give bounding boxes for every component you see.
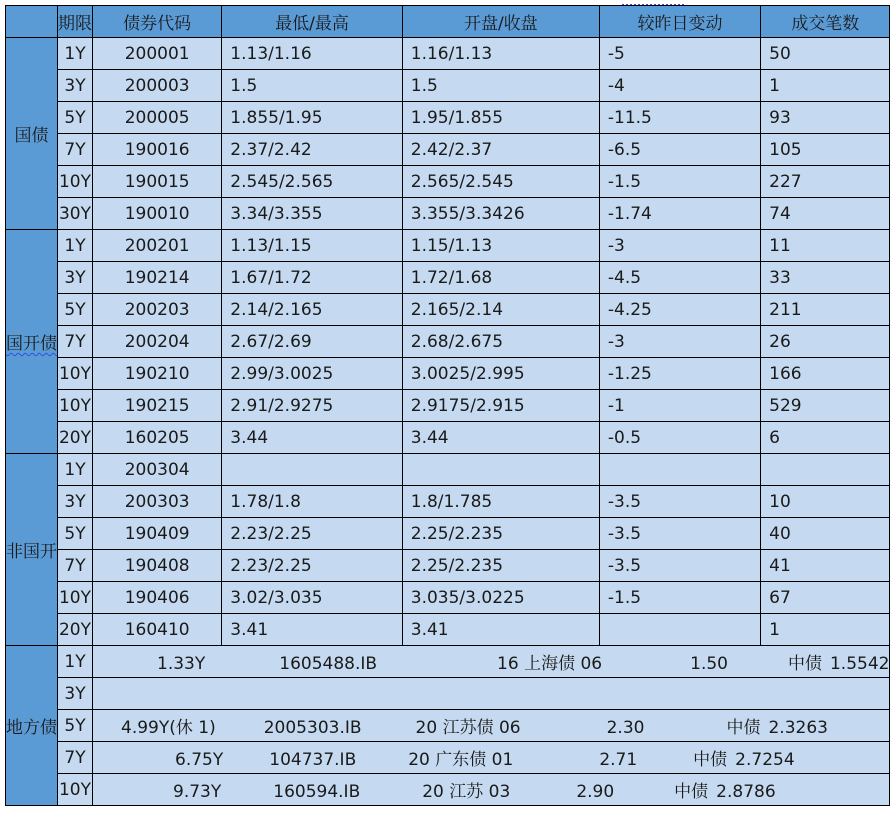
term-cell: 7Y xyxy=(58,134,93,166)
table-row xyxy=(6,38,890,70)
table-row xyxy=(6,390,890,422)
trades-cell: 26 xyxy=(761,326,890,358)
openclose-cell: 2.165/2.14 xyxy=(402,294,599,326)
code-cell: 190214 xyxy=(93,262,222,294)
change-cell xyxy=(599,454,760,486)
change-cell: -4.5 xyxy=(599,262,760,294)
openclose-cell: 2.25/2.235 xyxy=(402,550,599,582)
lowhigh-cell: 3.41 xyxy=(222,614,402,646)
trades-cell: 211 xyxy=(761,294,890,326)
term-cell: 3Y xyxy=(58,70,93,102)
local-bond-maturity: 4.99Y(休 1) xyxy=(121,718,216,738)
header-cell-code: 债券代码 xyxy=(93,6,222,38)
term-cell: 5Y xyxy=(58,710,93,742)
trades-cell: 105 xyxy=(761,134,890,166)
openclose-cell xyxy=(402,454,599,486)
trades-cell: 67 xyxy=(761,582,890,614)
change-cell: -6.5 xyxy=(599,134,760,166)
term-cell: 3Y xyxy=(58,678,93,710)
lowhigh-cell: 1.78/1.8 xyxy=(222,486,402,518)
code-cell: 200001 xyxy=(93,38,222,70)
openclose-cell: 3.41 xyxy=(402,614,599,646)
code-cell: 190406 xyxy=(93,582,222,614)
lowhigh-cell: 1.13/1.16 xyxy=(222,38,402,70)
change-cell: -3 xyxy=(599,326,760,358)
term-cell: 30Y xyxy=(58,198,93,230)
term-cell: 10Y xyxy=(58,390,93,422)
code-cell: 190010 xyxy=(93,198,222,230)
local-bond-valuation-source: 中债 xyxy=(787,654,822,674)
term-cell: 10Y xyxy=(58,582,93,614)
lowhigh-cell xyxy=(222,454,402,486)
term-cell: 7Y xyxy=(58,326,93,358)
lowhigh-cell: 1.5 xyxy=(222,70,402,102)
trades-cell xyxy=(761,454,890,486)
table-row xyxy=(6,134,890,166)
change-cell: -4 xyxy=(599,70,760,102)
code-cell: 200203 xyxy=(93,294,222,326)
header-cell-trades: 成交笔数 xyxy=(761,6,890,38)
term-cell: 20Y xyxy=(58,614,93,646)
term-cell: 1Y xyxy=(58,454,93,486)
header-cell-open-close: 开盘/收盘 xyxy=(402,6,599,38)
code-cell: 200005 xyxy=(93,102,222,134)
local-bond-merged-cell xyxy=(93,774,890,806)
change-cell: -3.5 xyxy=(599,486,760,518)
table-row xyxy=(6,358,890,390)
openclose-cell: 1.16/1.13 xyxy=(402,38,599,70)
local-bond-bond-name: 16 上海债 06 xyxy=(497,654,603,674)
trades-cell: 529 xyxy=(761,390,890,422)
category-cell xyxy=(6,646,58,806)
code-cell: 200003 xyxy=(93,70,222,102)
trades-cell: 93 xyxy=(761,102,890,134)
local-bond-valuation-source: 中债 xyxy=(726,718,761,738)
openclose-cell: 3.035/3.0225 xyxy=(402,582,599,614)
term-cell: 10Y xyxy=(58,774,93,806)
local-bond-valuation-yield: 2.7254 xyxy=(735,750,795,770)
lowhigh-cell: 2.545/2.565 xyxy=(222,166,402,198)
trades-cell: 227 xyxy=(761,166,890,198)
change-cell xyxy=(599,614,760,646)
table-row xyxy=(6,742,890,774)
table-row xyxy=(6,230,890,262)
lowhigh-cell: 2.23/2.25 xyxy=(222,518,402,550)
code-cell: 190210 xyxy=(93,358,222,390)
table-row xyxy=(6,262,890,294)
openclose-cell: 2.25/2.235 xyxy=(402,518,599,550)
term-cell: 7Y xyxy=(58,742,93,774)
category-label: 地方债 xyxy=(6,718,57,738)
table-row xyxy=(6,550,890,582)
category-cell xyxy=(6,38,58,230)
openclose-cell: 1.15/1.13 xyxy=(402,230,599,262)
local-bond-valuation-yield: 2.3263 xyxy=(768,718,828,738)
bond-yield-table xyxy=(5,5,890,806)
change-cell: -1.5 xyxy=(599,582,760,614)
openclose-cell: 2.9175/2.915 xyxy=(402,390,599,422)
openclose-cell: 2.42/2.37 xyxy=(402,134,599,166)
local-bond-bond-code: 160594.IB xyxy=(273,782,361,802)
header-cell-term: 期限 xyxy=(58,6,93,38)
table-row xyxy=(6,454,890,486)
term-cell: 5Y xyxy=(58,102,93,134)
local-bond-maturity: 6.75Y xyxy=(175,750,224,770)
term-cell: 7Y xyxy=(58,550,93,582)
trades-cell: 11 xyxy=(761,230,890,262)
change-cell: -1 xyxy=(599,390,760,422)
change-cell: -1.5 xyxy=(599,166,760,198)
lowhigh-cell: 1.13/1.15 xyxy=(222,230,402,262)
term-cell: 20Y xyxy=(58,422,93,454)
header-cell-change: 较昨日变动 xyxy=(599,6,760,38)
change-cell: -1.25 xyxy=(599,358,760,390)
local-bond-maturity: 9.73Y xyxy=(173,782,222,802)
lowhigh-cell: 2.99/3.0025 xyxy=(222,358,402,390)
term-cell: 3Y xyxy=(58,486,93,518)
lowhigh-cell: 2.14/2.165 xyxy=(222,294,402,326)
term-cell: 10Y xyxy=(58,166,93,198)
trades-cell: 50 xyxy=(761,38,890,70)
table-row xyxy=(6,198,890,230)
term-cell: 1Y xyxy=(58,38,93,70)
category-label: 非国开 xyxy=(6,542,57,562)
term-cell: 1Y xyxy=(58,646,93,678)
openclose-cell: 3.0025/2.995 xyxy=(402,358,599,390)
local-bond-coupon: 2.90 xyxy=(576,782,615,802)
local-bond-valuation-yield: 2.8786 xyxy=(716,782,776,802)
change-cell: -3.5 xyxy=(599,518,760,550)
local-bond-bond-code: 1605488.IB xyxy=(279,654,378,674)
trades-cell: 1 xyxy=(761,70,890,102)
code-cell: 160205 xyxy=(93,422,222,454)
openclose-cell: 1.72/1.68 xyxy=(402,262,599,294)
trades-cell: 166 xyxy=(761,358,890,390)
local-bond-bond-name: 20 江苏债 06 xyxy=(415,718,521,738)
local-bond-merged-cell xyxy=(93,678,890,710)
table-row xyxy=(6,582,890,614)
code-cell: 200304 xyxy=(93,454,222,486)
change-cell: -1.74 xyxy=(599,198,760,230)
table-row xyxy=(6,774,890,806)
openclose-cell: 3.44 xyxy=(402,422,599,454)
lowhigh-cell: 3.44 xyxy=(222,422,402,454)
term-cell: 1Y xyxy=(58,230,93,262)
change-cell: -5 xyxy=(599,38,760,70)
local-bond-maturity: 1.33Y xyxy=(157,654,206,674)
local-bond-coupon: 2.71 xyxy=(599,750,638,770)
code-cell: 160410 xyxy=(93,614,222,646)
term-cell: 3Y xyxy=(58,262,93,294)
local-bond-valuation-source: 中债 xyxy=(693,750,728,770)
header-cell-empty xyxy=(6,6,58,38)
local-bond-merged-cell xyxy=(93,742,890,774)
change-cell: -3 xyxy=(599,230,760,262)
header-row xyxy=(6,6,890,38)
openclose-cell: 1.5 xyxy=(402,70,599,102)
category-cell xyxy=(6,230,58,454)
local-bond-bond-name: 20 广东债 01 xyxy=(408,750,514,770)
header-cell-low-high: 最低/最高 xyxy=(222,6,402,38)
table-row xyxy=(6,422,890,454)
table-row xyxy=(6,70,890,102)
lowhigh-cell: 1.855/1.95 xyxy=(222,102,402,134)
table-row xyxy=(6,102,890,134)
code-cell: 190409 xyxy=(93,518,222,550)
code-cell: 190215 xyxy=(93,390,222,422)
openclose-cell: 2.68/2.675 xyxy=(402,326,599,358)
local-bond-merged-cell xyxy=(93,710,890,742)
openclose-cell: 3.355/3.3426 xyxy=(402,198,599,230)
local-bond-coupon: 2.30 xyxy=(606,718,645,738)
table-row xyxy=(6,710,890,742)
category-cell xyxy=(6,454,58,646)
lowhigh-cell: 2.37/2.42 xyxy=(222,134,402,166)
code-cell: 200204 xyxy=(93,326,222,358)
category-label: 国债 xyxy=(14,126,49,146)
trades-cell: 33 xyxy=(761,262,890,294)
term-cell: 10Y xyxy=(58,358,93,390)
change-cell: -11.5 xyxy=(599,102,760,134)
lowhigh-cell: 3.02/3.035 xyxy=(222,582,402,614)
table-row xyxy=(6,166,890,198)
lowhigh-cell: 3.34/3.355 xyxy=(222,198,402,230)
change-cell: -3.5 xyxy=(599,550,760,582)
openclose-cell: 1.8/1.785 xyxy=(402,486,599,518)
lowhigh-cell: 2.67/2.69 xyxy=(222,326,402,358)
term-cell: 5Y xyxy=(58,294,93,326)
trades-cell: 40 xyxy=(761,518,890,550)
table-row xyxy=(6,486,890,518)
table-row xyxy=(6,646,890,678)
code-cell: 190016 xyxy=(93,134,222,166)
category-label: 国开债 xyxy=(6,334,57,354)
table-row xyxy=(6,614,890,646)
change-cell: -4.25 xyxy=(599,294,760,326)
lowhigh-cell: 2.23/2.25 xyxy=(222,550,402,582)
trades-cell: 1 xyxy=(761,614,890,646)
code-cell: 190015 xyxy=(93,166,222,198)
local-bond-bond-code: 2005303.IB xyxy=(263,718,362,738)
trades-cell: 6 xyxy=(761,422,890,454)
trades-cell: 41 xyxy=(761,550,890,582)
local-bond-bond-code: 104737.IB xyxy=(269,750,357,770)
code-cell: 200303 xyxy=(93,486,222,518)
change-cell: -0.5 xyxy=(599,422,760,454)
table-row xyxy=(6,678,890,710)
trades-cell: 10 xyxy=(761,486,890,518)
local-bond-valuation-source: 中债 xyxy=(674,782,709,802)
table-row xyxy=(6,294,890,326)
local-bond-coupon: 1.50 xyxy=(690,654,728,674)
lowhigh-cell: 1.67/1.72 xyxy=(222,262,402,294)
trades-cell: 74 xyxy=(761,198,890,230)
local-bond-merged-cell xyxy=(93,646,890,678)
local-bond-valuation-yield: 1.5542 xyxy=(829,654,890,674)
table-row xyxy=(6,326,890,358)
table-row xyxy=(6,518,890,550)
code-cell: 190408 xyxy=(93,550,222,582)
local-bond-bond-name: 20 江苏 03 xyxy=(422,782,511,802)
lowhigh-cell: 2.91/2.9275 xyxy=(222,390,402,422)
term-cell: 5Y xyxy=(58,518,93,550)
openclose-cell: 1.95/1.855 xyxy=(402,102,599,134)
openclose-cell: 2.565/2.545 xyxy=(402,166,599,198)
code-cell: 200201 xyxy=(93,230,222,262)
